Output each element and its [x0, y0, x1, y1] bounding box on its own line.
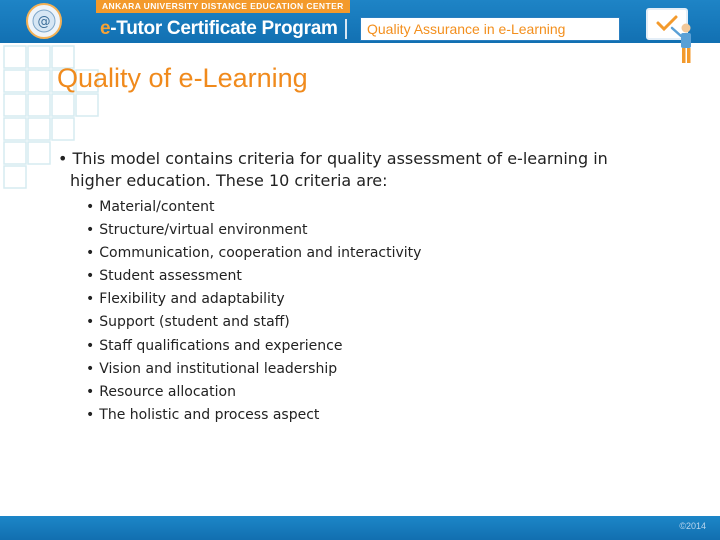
criteria-item: • Communication, cooperation and interactivity	[86, 242, 421, 265]
header-divider	[345, 19, 347, 39]
criteria-item: • Flexibility and adaptability	[86, 288, 421, 311]
criteria-list	[86, 196, 421, 427]
program-title	[100, 15, 338, 43]
svg-text:@: @	[37, 14, 51, 30]
criteria-item: • Material/content	[86, 196, 421, 219]
criteria-item: • Staff qualifications and experience	[86, 335, 421, 358]
copyright-text: ©2014	[679, 521, 706, 531]
criteria-item: • The holistic and process aspect	[86, 404, 421, 427]
criteria-item: • Support (student and staff)	[86, 311, 421, 334]
institution-strip: ANKARA UNIVERSITY DISTANCE EDUCATION CENTER	[96, 0, 350, 13]
criteria-item: • Resource allocation	[86, 381, 421, 404]
header-bar	[0, 0, 720, 43]
intro-line-1: • This model contains criteria for quality assessment of e-learning in	[58, 149, 608, 168]
slide-title: Quality of e-Learning	[57, 63, 308, 93]
criteria-item: • Vision and institutional leadership	[86, 358, 421, 381]
intro-line-2: higher education. These 10 criteria are:	[70, 171, 388, 190]
footer-bar	[0, 516, 720, 540]
university-logo	[26, 3, 62, 39]
intro-paragraph	[58, 148, 658, 192]
module-title: Quality Assurance in e-Learning	[360, 17, 620, 41]
program-title-prefix: e	[100, 18, 111, 39]
teacher-board-icon	[644, 6, 704, 66]
program-title-rest: -Tutor Certificate Program	[110, 18, 338, 39]
criteria-item: • Structure/virtual environment	[86, 219, 421, 242]
criteria-item: • Student assessment	[86, 265, 421, 288]
at-sign-icon	[31, 8, 57, 34]
